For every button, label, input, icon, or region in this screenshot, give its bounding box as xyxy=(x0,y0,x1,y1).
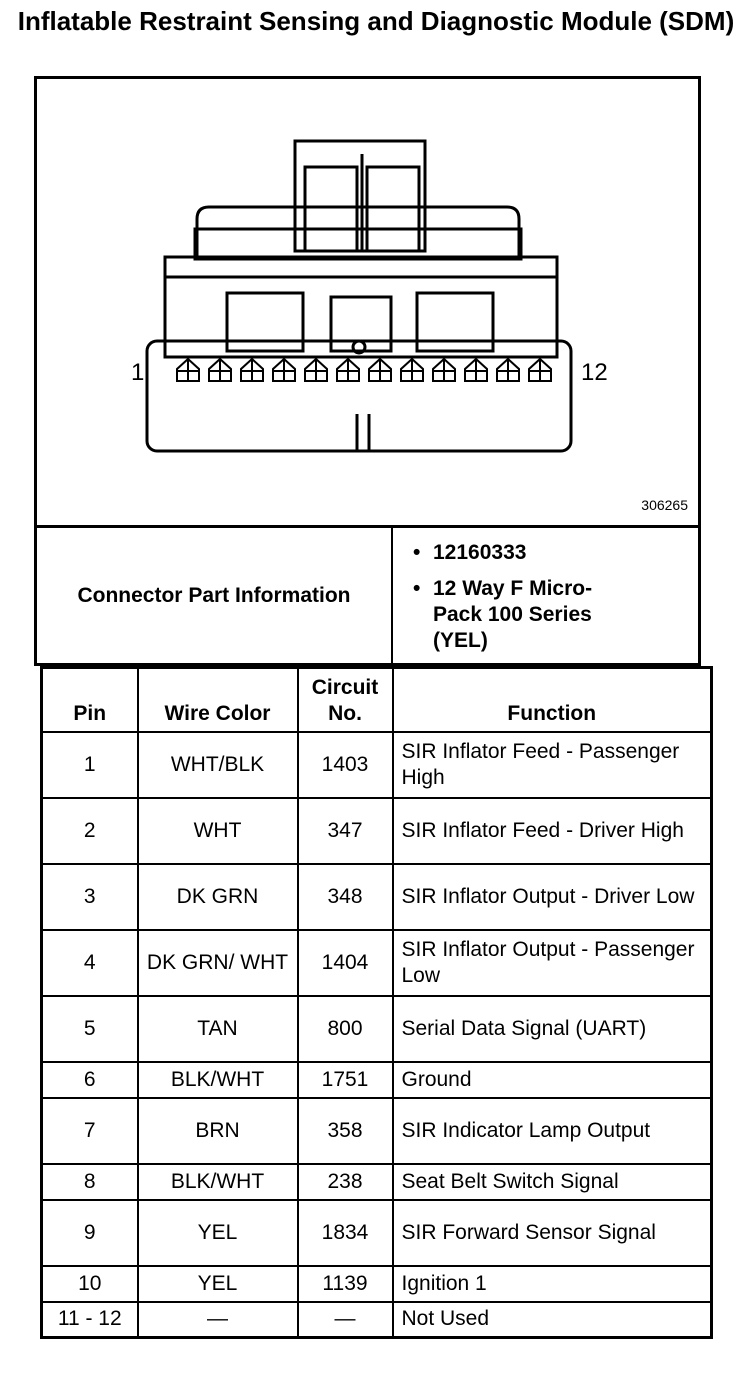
pin-cavity xyxy=(433,359,455,381)
function-cell: Serial Data Signal (UART) xyxy=(393,996,712,1062)
circuit-cell: 238 xyxy=(298,1164,393,1200)
table-row xyxy=(42,1164,712,1200)
function-cell: SIR Inflator Feed - Driver High xyxy=(393,798,712,864)
circuit-cell: 1404 xyxy=(298,930,393,996)
wire-color-cell: DK GRN xyxy=(138,864,298,930)
pin-cell: 3 xyxy=(42,864,138,930)
wire-color-cell: DK GRN/ WHT xyxy=(138,930,298,996)
pin-cavity xyxy=(497,359,519,381)
connector-part-number: • 12160333 xyxy=(409,540,633,566)
connector-part-list xyxy=(409,540,633,664)
pin-cavity xyxy=(305,359,327,381)
table-row xyxy=(42,798,712,864)
function-cell: Not Used xyxy=(393,1302,712,1338)
table-row xyxy=(42,1302,712,1338)
pin-1-label: 1 xyxy=(131,359,145,386)
pin-cavity xyxy=(241,359,263,381)
wire-color-cell: BRN xyxy=(138,1098,298,1164)
circuit-cell: 358 xyxy=(298,1098,393,1164)
table-row xyxy=(42,1098,712,1164)
circuit-cell: 1139 xyxy=(298,1266,393,1302)
circuit-cell: 1403 xyxy=(298,732,393,798)
pin-cell: 7 xyxy=(42,1098,138,1164)
table-row xyxy=(42,1200,712,1266)
header-circuit-no: Circuit No. xyxy=(298,668,393,732)
connector-part-information-label: Connector Part Information xyxy=(37,528,393,663)
wire-color-cell: WHT/BLK xyxy=(138,732,298,798)
pin-cavity xyxy=(369,359,391,381)
circuit-cell: 1751 xyxy=(298,1062,393,1098)
pinout-table xyxy=(40,666,713,1339)
page-title: Inflatable Restraint Sensing and Diagnostic Module (SDM) xyxy=(17,6,735,36)
pin-cell: 5 xyxy=(42,996,138,1062)
wire-color-cell: — xyxy=(138,1302,298,1338)
connector-diagram xyxy=(34,76,701,528)
pin-cavity xyxy=(177,359,199,381)
pin-cavity xyxy=(465,359,487,381)
function-cell: SIR Inflator Output - Driver Low xyxy=(393,864,712,930)
pin-cell: 1 xyxy=(42,732,138,798)
table-row xyxy=(42,1266,712,1302)
pin-cell: 6 xyxy=(42,1062,138,1098)
table-row xyxy=(42,732,712,798)
wire-color-cell: BLK/WHT xyxy=(138,1062,298,1098)
function-cell: Ground xyxy=(393,1062,712,1098)
circuit-cell: 347 xyxy=(298,798,393,864)
circuit-cell: 348 xyxy=(298,864,393,930)
wire-color-cell: BLK/WHT xyxy=(138,1164,298,1200)
pin-cell: 4 xyxy=(42,930,138,996)
pin-12-label: 12 xyxy=(581,359,608,386)
circuit-cell: — xyxy=(298,1302,393,1338)
pin-cell: 8 xyxy=(42,1164,138,1200)
function-cell: Seat Belt Switch Signal xyxy=(393,1164,712,1200)
pin-cell: 9 xyxy=(42,1200,138,1266)
header-function: Function xyxy=(393,668,712,732)
connector-part-description: • 12 Way F Micro-Pack 100 Series (YEL) xyxy=(409,576,633,654)
pin-cell: 10 xyxy=(42,1266,138,1302)
function-cell: Ignition 1 xyxy=(393,1266,712,1302)
connector-part-information xyxy=(34,528,701,666)
connector-drawing xyxy=(37,79,698,525)
function-cell: SIR Inflator Output - Passenger Low xyxy=(393,930,712,996)
wire-color-cell: WHT xyxy=(138,798,298,864)
circuit-cell: 800 xyxy=(298,996,393,1062)
figure-number: 306265 xyxy=(641,497,688,513)
header-pin: Pin xyxy=(42,668,138,732)
circuit-cell: 1834 xyxy=(298,1200,393,1266)
table-row xyxy=(42,1062,712,1098)
function-cell: SIR Indicator Lamp Output xyxy=(393,1098,712,1164)
table-row xyxy=(42,864,712,930)
pin-cavity xyxy=(401,359,423,381)
pin-cell: 11 - 12 xyxy=(42,1302,138,1338)
function-cell: SIR Inflator Feed - Passenger High xyxy=(393,732,712,798)
pin-cavity xyxy=(337,359,359,381)
wire-color-cell: TAN xyxy=(138,996,298,1062)
wire-color-cell: YEL xyxy=(138,1266,298,1302)
wire-color-cell: YEL xyxy=(138,1200,298,1266)
pinout-rows xyxy=(42,732,712,1338)
pin-cell: 2 xyxy=(42,798,138,864)
pin-cavity xyxy=(273,359,295,381)
header-wire-color: Wire Color xyxy=(138,668,298,732)
table-row xyxy=(42,930,712,996)
pin-cavity xyxy=(529,359,551,381)
pin-cavity xyxy=(209,359,231,381)
function-cell: SIR Forward Sensor Signal xyxy=(393,1200,712,1266)
table-row xyxy=(42,996,712,1062)
